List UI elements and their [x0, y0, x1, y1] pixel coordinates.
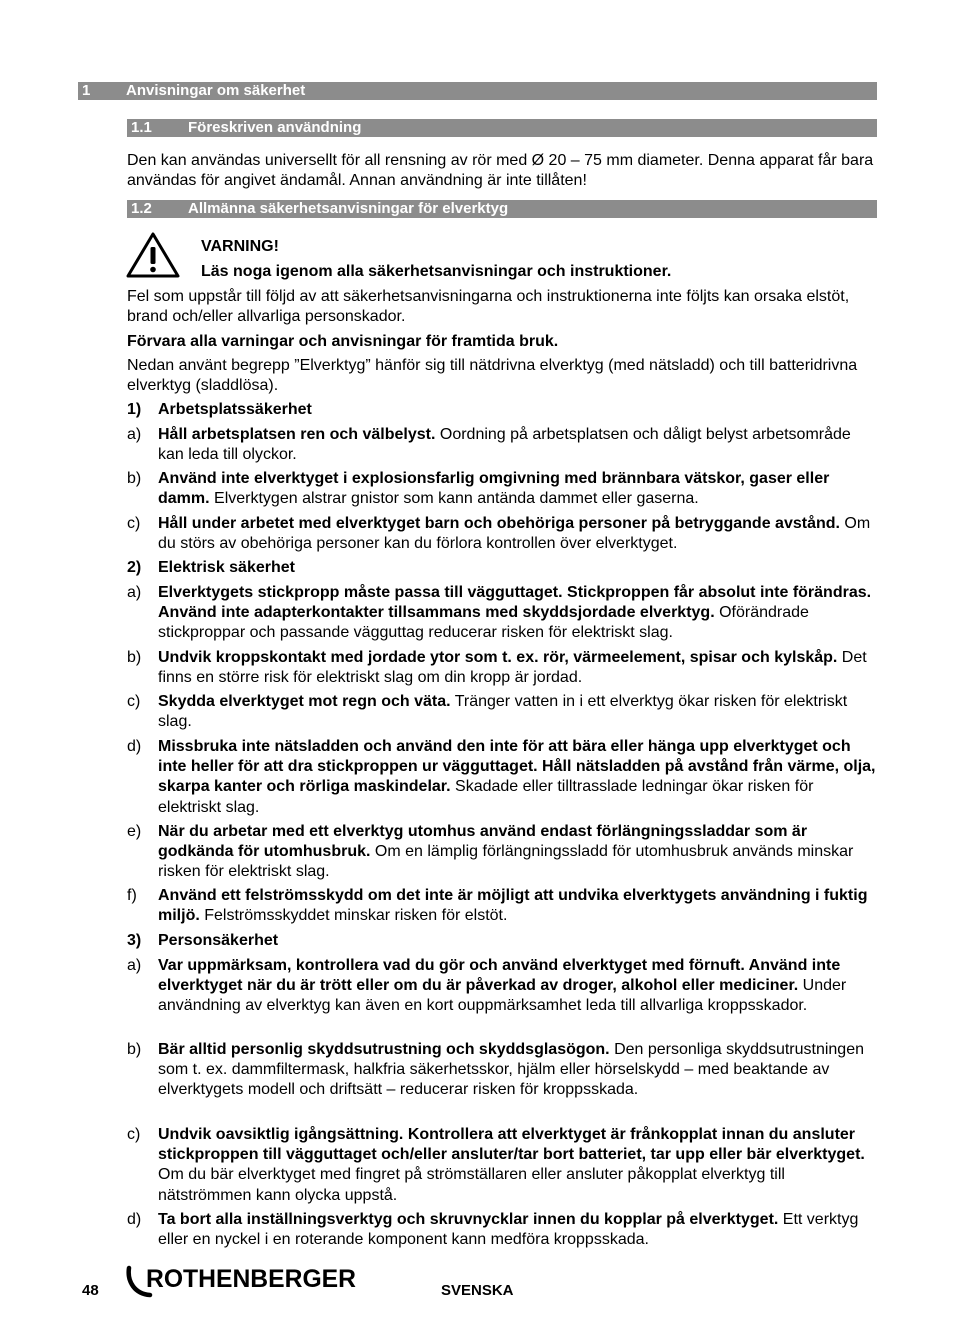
list-text-bold: När du arbetar med ett elverktyg utomhus använd endast förlängningssladdar som är godkända för utomhusbruk. [158, 823, 808, 861]
list-marker: e) [127, 823, 142, 840]
list-text-normal: Felströmsskyddet minskar risken för elstöt. [199, 907, 508, 925]
list-marker: c) [127, 1126, 141, 1143]
list-marker: b) [127, 649, 142, 666]
list-marker: c) [127, 515, 141, 532]
subsection-heading-1-2 [127, 200, 877, 218]
list-text-normal: Elverktygen alstrar gnistor som kann antända dammet eller gaserna. [209, 490, 699, 508]
list-item [127, 583, 877, 644]
list-text-bold: Undvik kroppskontakt med jordade ytor som t. ex. rör, värmeelement, spisar och kylskåp. [158, 649, 838, 666]
list-text-bold: Använd inte elverktyget i explosionsfarlig omgivning med brännbara vätskor, gaser eller damm. [158, 470, 830, 508]
list-text [158, 956, 877, 1017]
list-marker: d) [127, 1211, 142, 1228]
list-text [158, 469, 877, 509]
subsection-number: 1.1 [131, 119, 152, 136]
list-text [158, 648, 877, 688]
list-item [127, 469, 877, 509]
list-marker: b) [127, 470, 142, 487]
list-item [127, 514, 877, 554]
list-text-normal: Under användning av elverktyg kan även en kort ouppmärksamhet leda till allvarliga kroppsskador. [158, 977, 847, 1015]
list-marker: 3) [127, 932, 142, 949]
list-text-normal: Om en lämplig förlängningssladd för utomhusbruk används minskar risken för elektriskt slag. [158, 843, 854, 881]
list-item [127, 737, 877, 818]
list-text-bold: Missbruka inte nätsladden och använd den inte för att bära eller hänga upp elverktyget och inte heller för att dra stickproppen ur vägguttaget. Håll nätsladden på avstånd från värme, olja, skarpa kanter och rörliga maskindelar. [158, 738, 876, 796]
list-item [127, 886, 877, 926]
list-text-normal: Ett verktyg eller en nyckel i en roterande komponent kann medföra kroppsskada. [158, 1211, 859, 1249]
list-text-normal: Den personliga skyddsutrustningen som t. ex. dammfiltermask, halkfria säkerhetsskor, hjälm eller hörselskydd – med beaktande av elverktygets modell och driftsätt – reducerar risken för kroppsskada. [158, 1041, 864, 1099]
page-number: 48 [82, 1282, 99, 1299]
list-text [158, 425, 877, 465]
paragraph-consequences: Fel som uppstår till följd av att säkerhetsanvisningarna och instruktionerna inte följts kan orsaka elstöt, brand och/eller allvarliga personskador. [127, 288, 850, 326]
rothenberger-logo [126, 1262, 360, 1298]
list-text [158, 822, 877, 883]
list-item [127, 1040, 877, 1101]
list-marker: f) [127, 887, 137, 904]
list-marker: c) [127, 693, 141, 710]
list-text [158, 1125, 877, 1206]
list-marker: d) [127, 738, 142, 755]
list-item [127, 956, 877, 1017]
paragraph-keep-instructions: Förvara alla varningar och anvisningar för framtida bruk. [127, 333, 559, 350]
list-text-bold: Håll under arbetet med elverktyget barn och obehöriga personer på betryggande avstånd. [158, 515, 840, 532]
list-text-bold: Elverktygets stickpropp måste passa till vägguttaget. Stickproppen får absolut inte förändras. Använd inte adapterkontakter tillsammans med skyddsjordade elverktyg. [158, 584, 872, 622]
subsection-title: Föreskriven användning [188, 119, 362, 136]
list-item [127, 1125, 877, 1206]
subsection-heading-1-1 [127, 119, 877, 137]
list-text-bold: Personsäkerhet [158, 932, 279, 949]
section-number: 1 [82, 82, 91, 99]
list-item [127, 822, 877, 883]
list-marker: a) [127, 426, 142, 443]
list-marker: a) [127, 957, 142, 974]
list-marker: a) [127, 584, 142, 601]
list-text [158, 692, 877, 732]
list-group-heading [127, 931, 877, 951]
list-text [158, 558, 877, 578]
list-text [158, 1040, 877, 1101]
list-text-bold: Bär alltid personlig skyddsutrustning och skyddsglasögon. [158, 1041, 610, 1058]
warning-line: Läs noga igenom alla säkerhetsanvisningar och instruktioner. [201, 263, 672, 280]
list-text [158, 886, 877, 926]
list-text-normal: Tränger vatten in i ett elverktyg ökar risken för elektriskt slag. [158, 693, 848, 731]
list-group-heading [127, 558, 877, 578]
list-text-bold: Ta bort alla inställningsverktyg och skruvnycklar innen du kopplar på elverktyget. [158, 1211, 779, 1228]
list-text-bold: Var uppmärksam, kontrollera vad du gör och använd elverktyget med förnuft. Använd inte elverktyget när du är trött eller om du är påverkad av droger, alkohol eller mediciner. [158, 957, 841, 995]
svg-text:ROTHENBERGER: ROTHENBERGER [146, 1265, 356, 1293]
list-text-normal: Oordning på arbetsplatsen och dåligt belyst arbetsområde kan leda till olyckor. [158, 426, 851, 464]
list-group-heading [127, 400, 877, 420]
warning-triangle-icon [126, 231, 180, 279]
section-heading-1 [78, 82, 877, 100]
list-item [127, 648, 877, 688]
list-item [127, 692, 877, 732]
list-text-normal: Om du bär elverktyget med fingret på strömställaren eller ansluter påkopplat elverktyg till nätströmmen kann olycka uppstå. [158, 1166, 785, 1204]
list-text-bold: Elektrisk säkerhet [158, 559, 295, 576]
list-item [127, 1210, 877, 1250]
subsection-title: Allmänna säkerhetsanvisningar för elverktyg [188, 200, 509, 217]
list-text-bold: Undvik oavsiktlig igångsättning. Kontrollera att elverktyget är frånkopplat innan du ansluter stickproppen till vägguttaget och/eller ansluter/tar bort batteriet, tar upp eller bär elverktyget. [158, 1126, 865, 1164]
list-item [127, 425, 877, 465]
list-text [158, 1210, 877, 1250]
list-text-normal: Om du störs av obehöriga personer kan du förlora kontrollen över elverktyget. [158, 515, 871, 553]
list-text [158, 583, 877, 644]
warning-title: VARNING! [201, 238, 279, 255]
list-marker: 1) [127, 401, 142, 418]
list-marker: 2) [127, 559, 142, 576]
subsection-number: 1.2 [131, 200, 152, 217]
list-text-bold: Skydda elverktyget mot regn och väta. [158, 693, 451, 710]
list-text-normal: Oförändrade stickproppar och passande vägguttag reducerar risken för elektriskt slag. [158, 604, 809, 642]
list-text-bold: Håll arbetsplatsen ren och välbelyst. [158, 426, 436, 443]
section-title: Anvisningar om säkerhet [126, 82, 306, 99]
list-marker: b) [127, 1041, 142, 1058]
list-text-normal: Skadade eller tilltrasslade ledningar ökar risken för elektriskt slag. [158, 778, 814, 816]
list-text [158, 400, 877, 420]
paragraph-definition: Nedan använt begrepp ”Elverktyg” hänför sig till nätdrivna elverktyg (med nätsladd) och till batteridrivna elverktyg (sladdlösa). [127, 357, 858, 395]
list-text [158, 931, 877, 951]
list-text-bold: Arbetsplatssäkerhet [158, 401, 312, 418]
list-text [158, 514, 877, 554]
intro-paragraph: Den kan användas universellt för all rensning av rör med Ø 20 – 75 mm diameter. Denna apparat får bara användas för angivet ändamål. Annan användning är inte tillåten! [127, 152, 874, 190]
list-text [158, 737, 877, 818]
list-text-bold: Använd ett felströmsskydd om det inte är möjligt att undvika elverktygets användning i fuktig miljö. [158, 887, 868, 925]
language-label: SVENSKA [441, 1282, 514, 1299]
list-text-normal: Det finns en större risk för elektriskt slag om din kropp är jordad. [158, 649, 867, 687]
